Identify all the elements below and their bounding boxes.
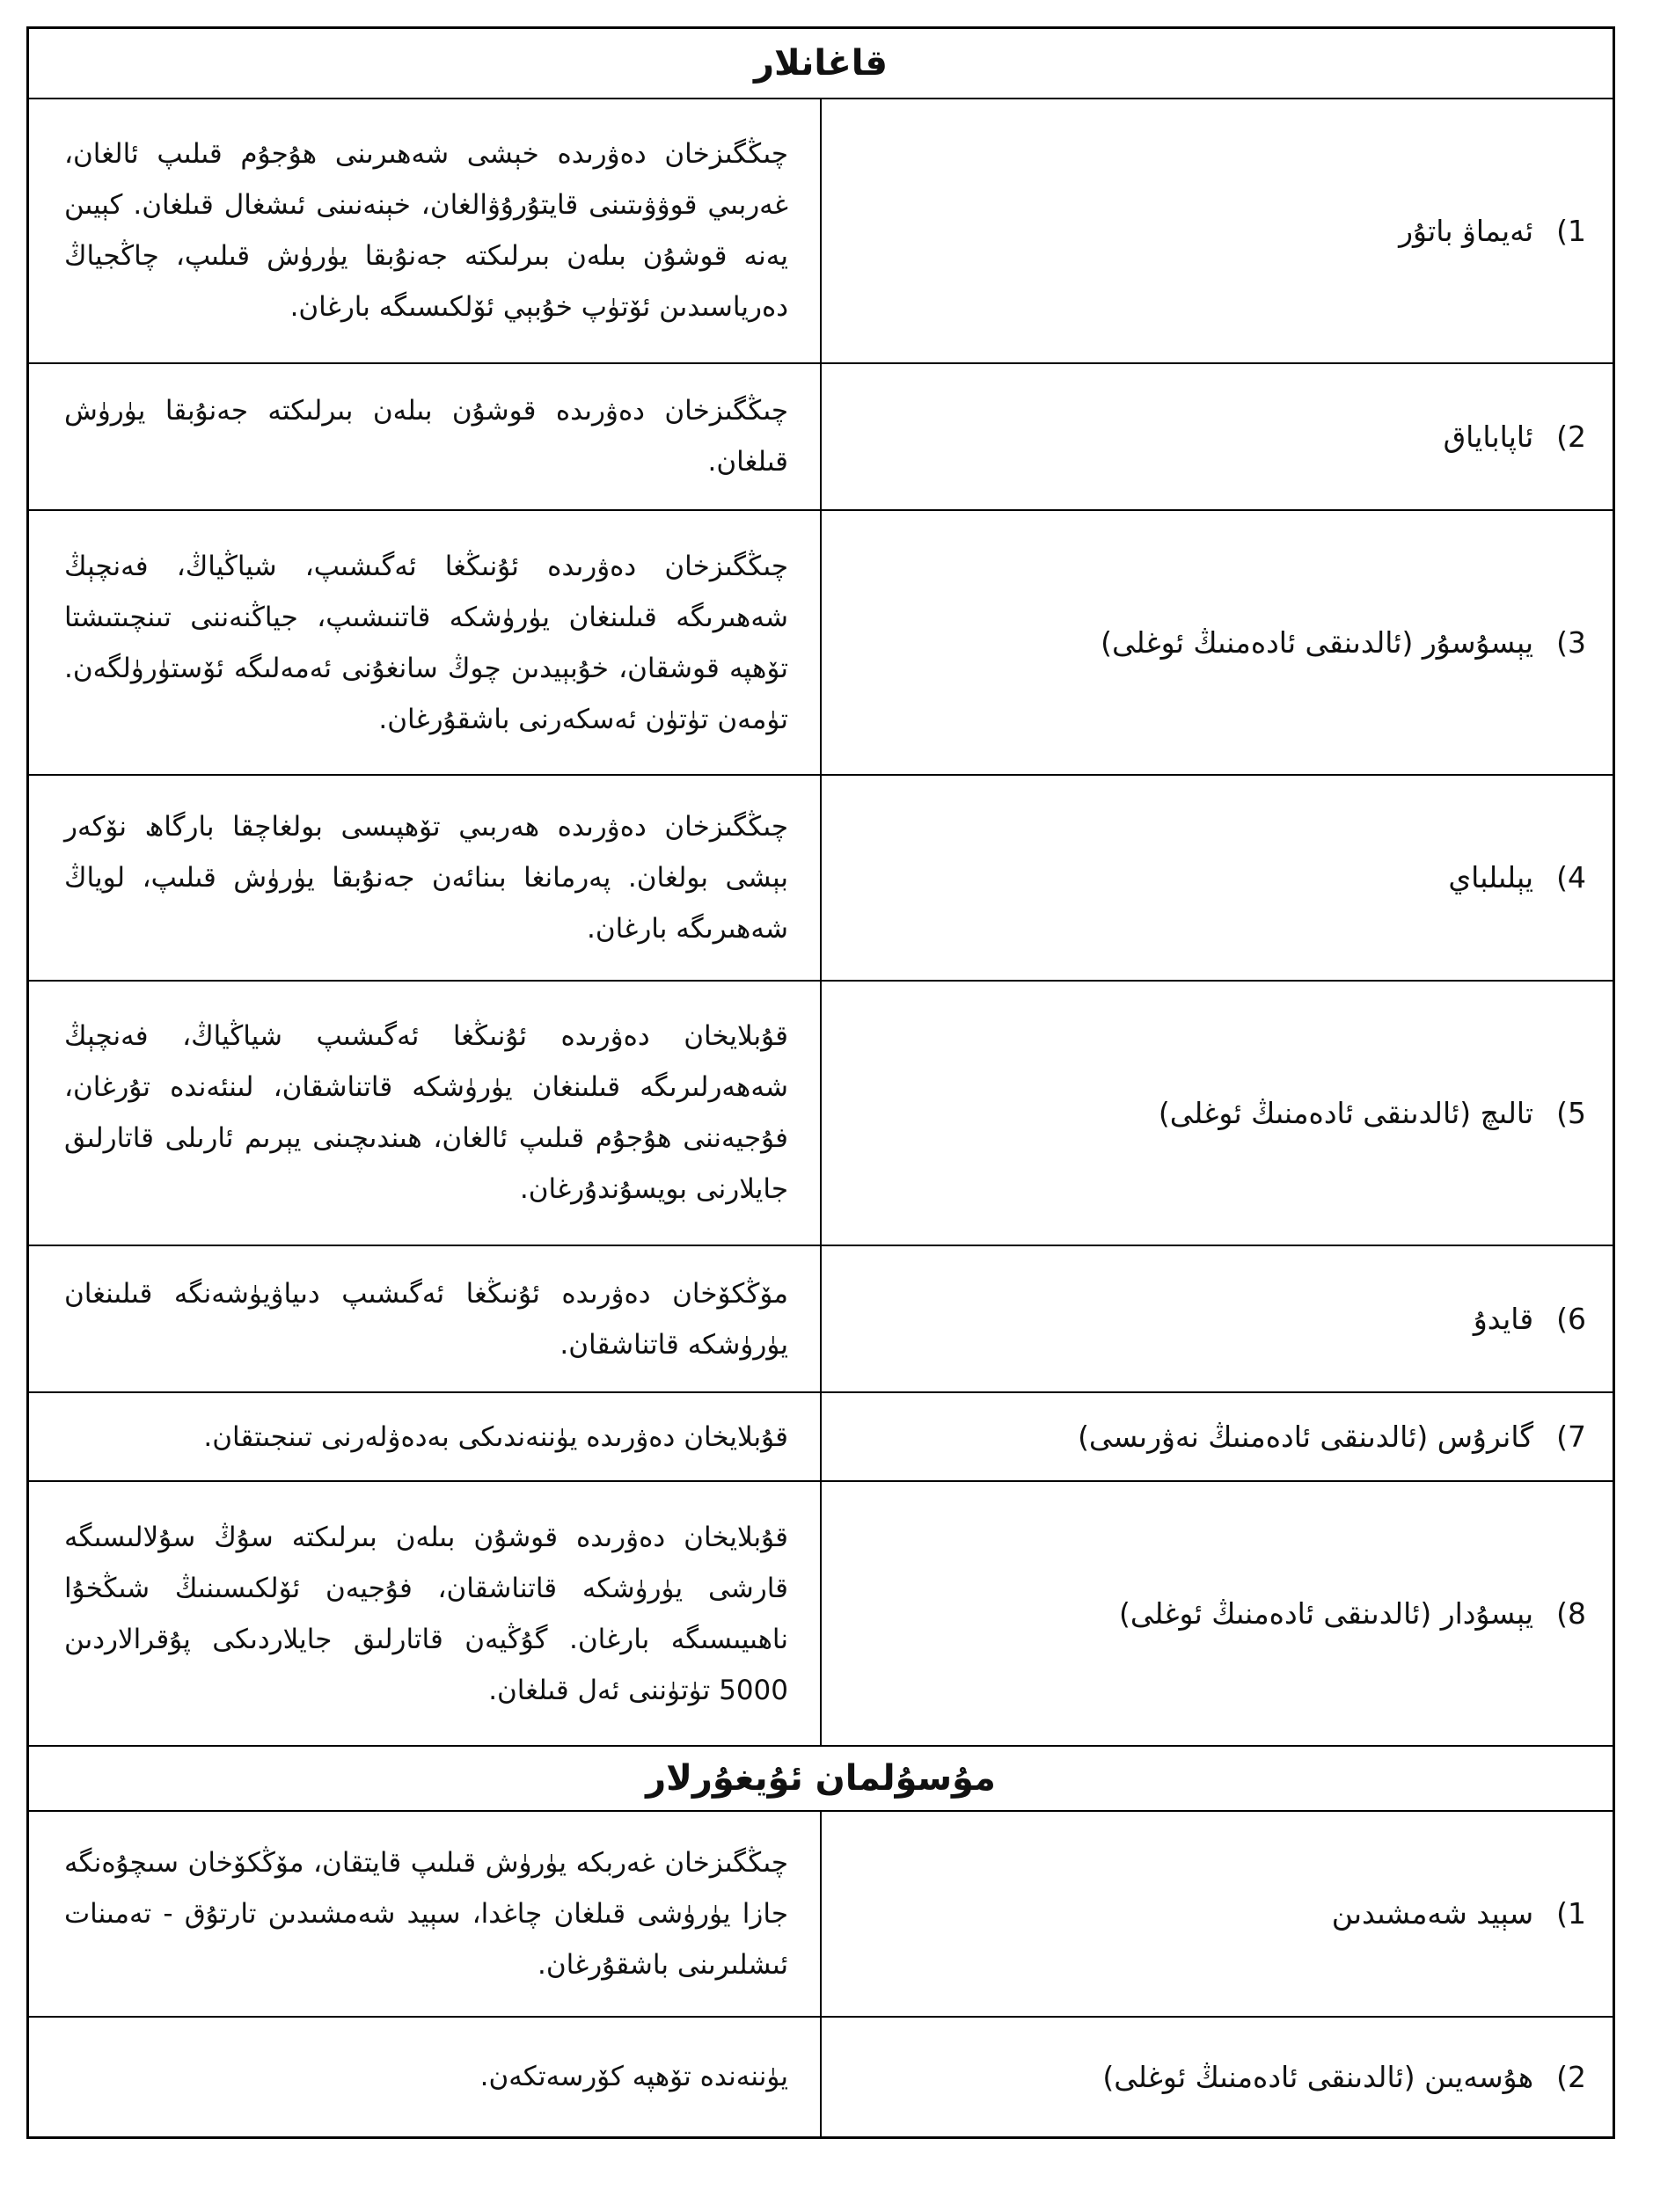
person-name: يېسۇسۇر (ئالدىنقى ئادەمنىڭ ئوغلى) bbox=[1101, 625, 1534, 661]
person-name: ئاپاباياق bbox=[1443, 419, 1534, 454]
entry-number: 3) bbox=[1556, 625, 1586, 661]
entry-number: 4) bbox=[1556, 860, 1586, 895]
description-cell: قۇبلايخان دەۋرىدە يۈننەندىكى بەدەۋلەرنى تىنجىتقان. bbox=[28, 1392, 822, 1481]
description-cell: قۇبلايخان دەۋرىدە قوشۇن بىلەن بىرلىكتە سۇڭ سۇلالىسىگە قارشى يۈرۈشكە قاتناشقان، فۇجيەن ئۆلكىسىنىڭ شىڭخۇا ناھىيىسىگە بارغان. گۇڭيەن قاتارلىق جايلاردىكى پۇقرالاردىن 5000 تۈتۈننى ئەل قىلغان. bbox=[28, 1481, 822, 1746]
table-row bbox=[28, 1811, 1614, 2017]
name-cell bbox=[821, 1481, 1614, 1746]
table-row bbox=[28, 99, 1614, 363]
section-title: مۇسۇلمان ئۇيغۇرلار bbox=[28, 1746, 1614, 1810]
person-name: يېلىلباي bbox=[1448, 860, 1534, 895]
name-cell bbox=[821, 510, 1614, 775]
name-cell bbox=[821, 363, 1614, 511]
person-name: قايدۇ bbox=[1473, 1302, 1534, 1337]
section-header-row bbox=[28, 1746, 1614, 1810]
entry-number: 2) bbox=[1556, 419, 1586, 454]
description-cell: چىڭگىزخان دەۋرىدە ئۇنىڭغا ئەگىشىپ، شياڭياڭ، فەنچېڭ شەھىرىگە قىلىنغان يۈرۈشكە قاتنىشىپ، جياڭنەننى تىنچىتىشتا تۆھپە قوشقان، خۇبېيدىن چوڭ سانغۇنى ئەمەلىگە ئۆستۈرۈلگەن. تۈمەن تۈتۈن ئەسكەرنى باشقۇرغان. bbox=[28, 510, 822, 775]
entry-number: 6) bbox=[1556, 1302, 1586, 1337]
person-name: گانرۇس (ئالدىنقى ئادەمنىڭ نەۋرىسى) bbox=[1078, 1420, 1534, 1455]
table-body bbox=[28, 28, 1614, 2138]
description-cell: چىڭگىزخان دەۋرىدە خېشى شەھىرىنى ھۇجۇم قىلىپ ئالغان، غەربىي قوۋۋىتىنى قايتۇرۇۋالغان، خېنەنىنى ئىشغال قىلغان. كېيىن يەنە قوشۇن بىلەن بىرلىكتە جەنۇبقا يۈرۈش قىلىپ، چاڭجياڭ دەرياسىدىن ئۆتۈپ خۇبېي ئۆلكىسىگە بارغان. bbox=[28, 99, 822, 363]
entry-number: 5) bbox=[1556, 1095, 1586, 1130]
name-cell bbox=[821, 981, 1614, 1245]
description-cell: چىڭگىزخان دەۋرىدە قوشۇن بىلەن بىرلىكتە جەنۇبقا يۈرۈش قىلغان. bbox=[28, 363, 822, 511]
person-name: تالىچ (ئالدىنقى ئادەمنىڭ ئوغلى) bbox=[1158, 1095, 1534, 1130]
entry-number: 1) bbox=[1556, 1896, 1586, 1931]
table-row bbox=[28, 981, 1614, 1245]
name-cell bbox=[821, 99, 1614, 363]
table-row bbox=[28, 1392, 1614, 1481]
entry-number: 7) bbox=[1556, 1420, 1586, 1455]
section-title: قاغانلار bbox=[28, 28, 1614, 99]
person-name: ھۇسەيىن (ئالدىنقى ئادەمنىڭ ئوغلى) bbox=[1102, 2059, 1534, 2094]
description-cell: مۆڭكۆخان دەۋرىدە ئۇنىڭغا ئەگىشىپ دىياۋيۈشەنگە قىلىنغان يۈرۈشكە قاتناشقان. bbox=[28, 1245, 822, 1393]
description-cell: چىڭگىزخان غەربكە يۈرۈش قىلىپ قايتقان، مۆڭكۆخان سىچۇەنگە جازا يۈرۈشى قىلغان چاغدا، سېيد شەمشىدىن تارتۇق - تەمىنات ئىشلىرىنى باشقۇرغان. bbox=[28, 1811, 822, 2017]
table-row bbox=[28, 775, 1614, 981]
entry-number: 1) bbox=[1556, 213, 1586, 248]
table-row bbox=[28, 510, 1614, 775]
person-name: يېسۇدار (ئالدىنقى ئادەمنىڭ ئوغلى) bbox=[1118, 1596, 1534, 1632]
description-cell: قۇبلايخان دەۋرىدە ئۇنىڭغا ئەگىشىپ شياڭياڭ، فەنچېڭ شەھەرلىرىگە قىلىنغان يۈرۈشكە قاتناشقان، لىنئەندە تۇرغان، فۇجيەننى ھۇجۇم قىلىپ ئالغان، ھىندىچىنى يېرىم ئارىلى قاتارلىق جايلارنى بويسۇندۇرغان. bbox=[28, 981, 822, 1245]
document-page bbox=[26, 26, 1615, 2139]
name-cell bbox=[821, 1811, 1614, 2017]
person-name: ئەيماۋ باتۇر bbox=[1399, 213, 1534, 248]
name-cell bbox=[821, 1245, 1614, 1393]
table-row bbox=[28, 1245, 1614, 1393]
entry-number: 8) bbox=[1556, 1596, 1586, 1632]
table-row bbox=[28, 363, 1614, 511]
table-row bbox=[28, 2017, 1614, 2138]
name-cell bbox=[821, 775, 1614, 981]
person-name: سېيد شەمشىدىن bbox=[1331, 1896, 1534, 1931]
section-header-row bbox=[28, 28, 1614, 99]
description-cell: يۈننەندە تۆھپە كۆرسەتكەن. bbox=[28, 2017, 822, 2138]
description-cell: چىڭگىزخان دەۋرىدە ھەربىي تۆھپىسى بولغاچقا بارگاھ نۆكەر بېشى بولغان. پەرمانغا بىنائەن جەنۇبقا يۈرۈش قىلىپ، لوياڭ شەھىرىگە بارغان. bbox=[28, 775, 822, 981]
name-cell bbox=[821, 1392, 1614, 1481]
name-cell bbox=[821, 2017, 1614, 2138]
entry-number: 2) bbox=[1556, 2059, 1586, 2094]
figures-table bbox=[26, 26, 1615, 2139]
table-row bbox=[28, 1481, 1614, 1746]
